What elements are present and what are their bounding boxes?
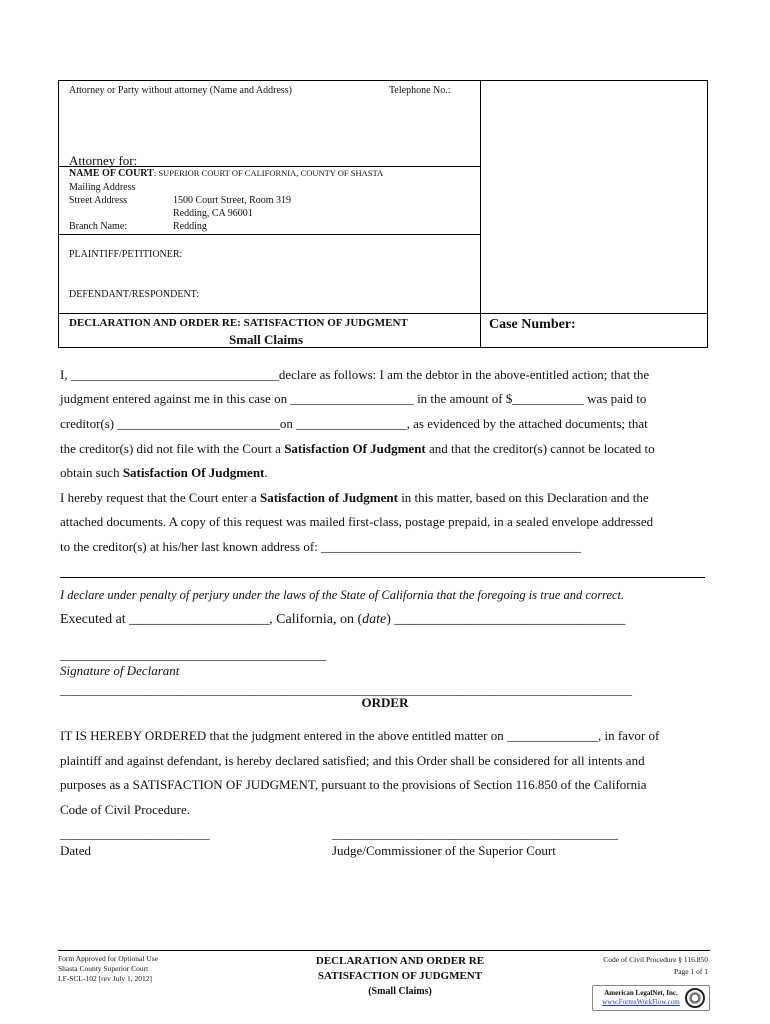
text-segment: in this matter, based on this Declaration and the [397,490,649,505]
declaration-line-3: creditor(s) _________________________on _________________, as evidenced by the attached documents; that [60,416,648,431]
caption-left-panel [59,81,481,347]
court-name-value: : SUPERIOR COURT OF CALIFORNIA, COUNTY OF SHASTA [153,168,384,178]
mailing-address-label: Mailing Address [69,182,136,193]
divider [59,166,480,167]
judge-line: ____________________________________________ [332,826,618,841]
footer-left-line-1: Form Approved for Optional Use [58,954,158,963]
case-number-label: Case Number: [489,317,576,332]
declaration-line-6 [60,490,649,506]
judge-label: Judge/Commissioner of the Superior Court [332,843,556,858]
satisfaction-term: Satisfaction of Judgment [259,490,398,505]
court-name [69,168,383,179]
text-segment: the creditor(s) did not file with the Court a [60,441,285,456]
horizontal-rule [60,577,705,578]
branch-name-value: Redding [173,221,207,232]
seal-icon [685,988,705,1008]
attorney-for-label: Attorney for: [69,153,138,168]
order-rule: ________________________________________________________________________________________ [60,682,632,697]
signature-line: _________________________________________ [60,647,327,662]
perjury-statement: I declare under penalty of perjury under the laws of the State of California that the foregoing is true and correct. [60,588,625,602]
attorney-label: Attorney or Party without attorney (Name and Address) [69,85,293,96]
caption-right-panel [481,81,707,347]
order-heading: ORDER [361,695,409,710]
divider [481,313,707,314]
satisfaction-term: Satisfaction Of Judgment [284,441,426,456]
plaintiff-label: PLAINTIFF/PETITIONER: [69,249,183,260]
dated-label: Dated [60,843,92,858]
city-value: Redding, CA 96001 [173,208,253,219]
logo-text [597,989,685,1007]
document-subtitle: Small Claims [229,332,304,347]
street-address-value: 1500 Court Street, Room 319 [173,195,292,206]
executed-line [60,612,625,628]
footer-center-line-2: SATISFACTION OF JUDGMENT [317,970,483,982]
order-line-2: plaintiff and against defendant, is hereby declared satisfied; and this Order shall be considered for all intents and [60,753,645,768]
text-segment: obtain such [60,465,123,480]
american-legalnet-logo[interactable] [592,985,710,1011]
footer-left [58,954,158,984]
branch-name-label: Branch Name: [69,221,128,232]
text-segment: ) _________________________________ [386,612,626,627]
logo-url-link[interactable]: www.FormsWorkFlow.com [602,998,680,1006]
logo-company-name: American LegalNet, Inc. [604,989,678,997]
statute-reference: Code of Civil Procedure § 116.850 [603,955,708,964]
declaration-line-2: judgment entered against me in this case on ___________________ in the amount of $___________ was paid to [60,391,647,406]
text-segment: I hereby request that the Court enter a [60,490,260,505]
footer-right [603,954,708,978]
footer-rule [58,950,710,951]
caption-box [58,80,708,348]
text-segment: Executed at ____________________, California, on ( [60,612,363,627]
document-title: DECLARATION AND ORDER RE: SATISFACTION OF JUDGMENT [69,317,408,329]
declaration-line-1: I, ________________________________declare as follows: I am the debtor in the above-entitled action; that the [60,367,650,382]
text-segment: . [264,465,268,480]
defendant-label: DEFENDANT/RESPONDENT: [69,289,200,300]
footer-left-line-3: LF-SCL-102 [rev July 1, 2012] [58,974,152,983]
order-line-4: Code of Civil Procedure. [60,802,190,817]
footer-center-line-1: DECLARATION AND ORDER RE [315,955,485,967]
street-address-label: Street Address [69,195,128,206]
declaration-line-5 [60,465,268,481]
declaration-line-8: to the creditor(s) at his/her last known address of: ________________________________________ [60,539,582,554]
declaration-line-4 [60,441,655,457]
text-segment: and that the creditor(s) cannot be located to [425,441,655,456]
footer-center-line-3: (Small Claims) [368,986,432,997]
footer-center [290,954,510,999]
telephone-label: Telephone No.: [389,85,451,96]
divider [59,313,480,314]
court-name-label: NAME OF COURT [69,168,154,179]
date-word: date [362,612,387,627]
satisfaction-term: Satisfaction Of Judgment [122,465,265,480]
order-line-1: IT IS HEREBY ORDERED that the judgment entered in the above entitled matter on ______________, in favor of [60,728,660,743]
page-number: Page 1 of 1 [674,967,708,976]
dated-line: _______________________ [60,826,210,841]
order-line-3: purposes as a SATISFACTION OF JUDGMENT, pursuant to the provisions of Section 116.850 of the California [60,777,647,792]
signature-label: Signature of Declarant [60,663,180,678]
footer-left-line-2: Shasta County Superior Court [58,964,149,973]
divider [59,234,480,235]
declaration-line-7: attached documents. A copy of this request was mailed first-class, postage prepaid, in a sealed envelope addressed [60,514,654,529]
